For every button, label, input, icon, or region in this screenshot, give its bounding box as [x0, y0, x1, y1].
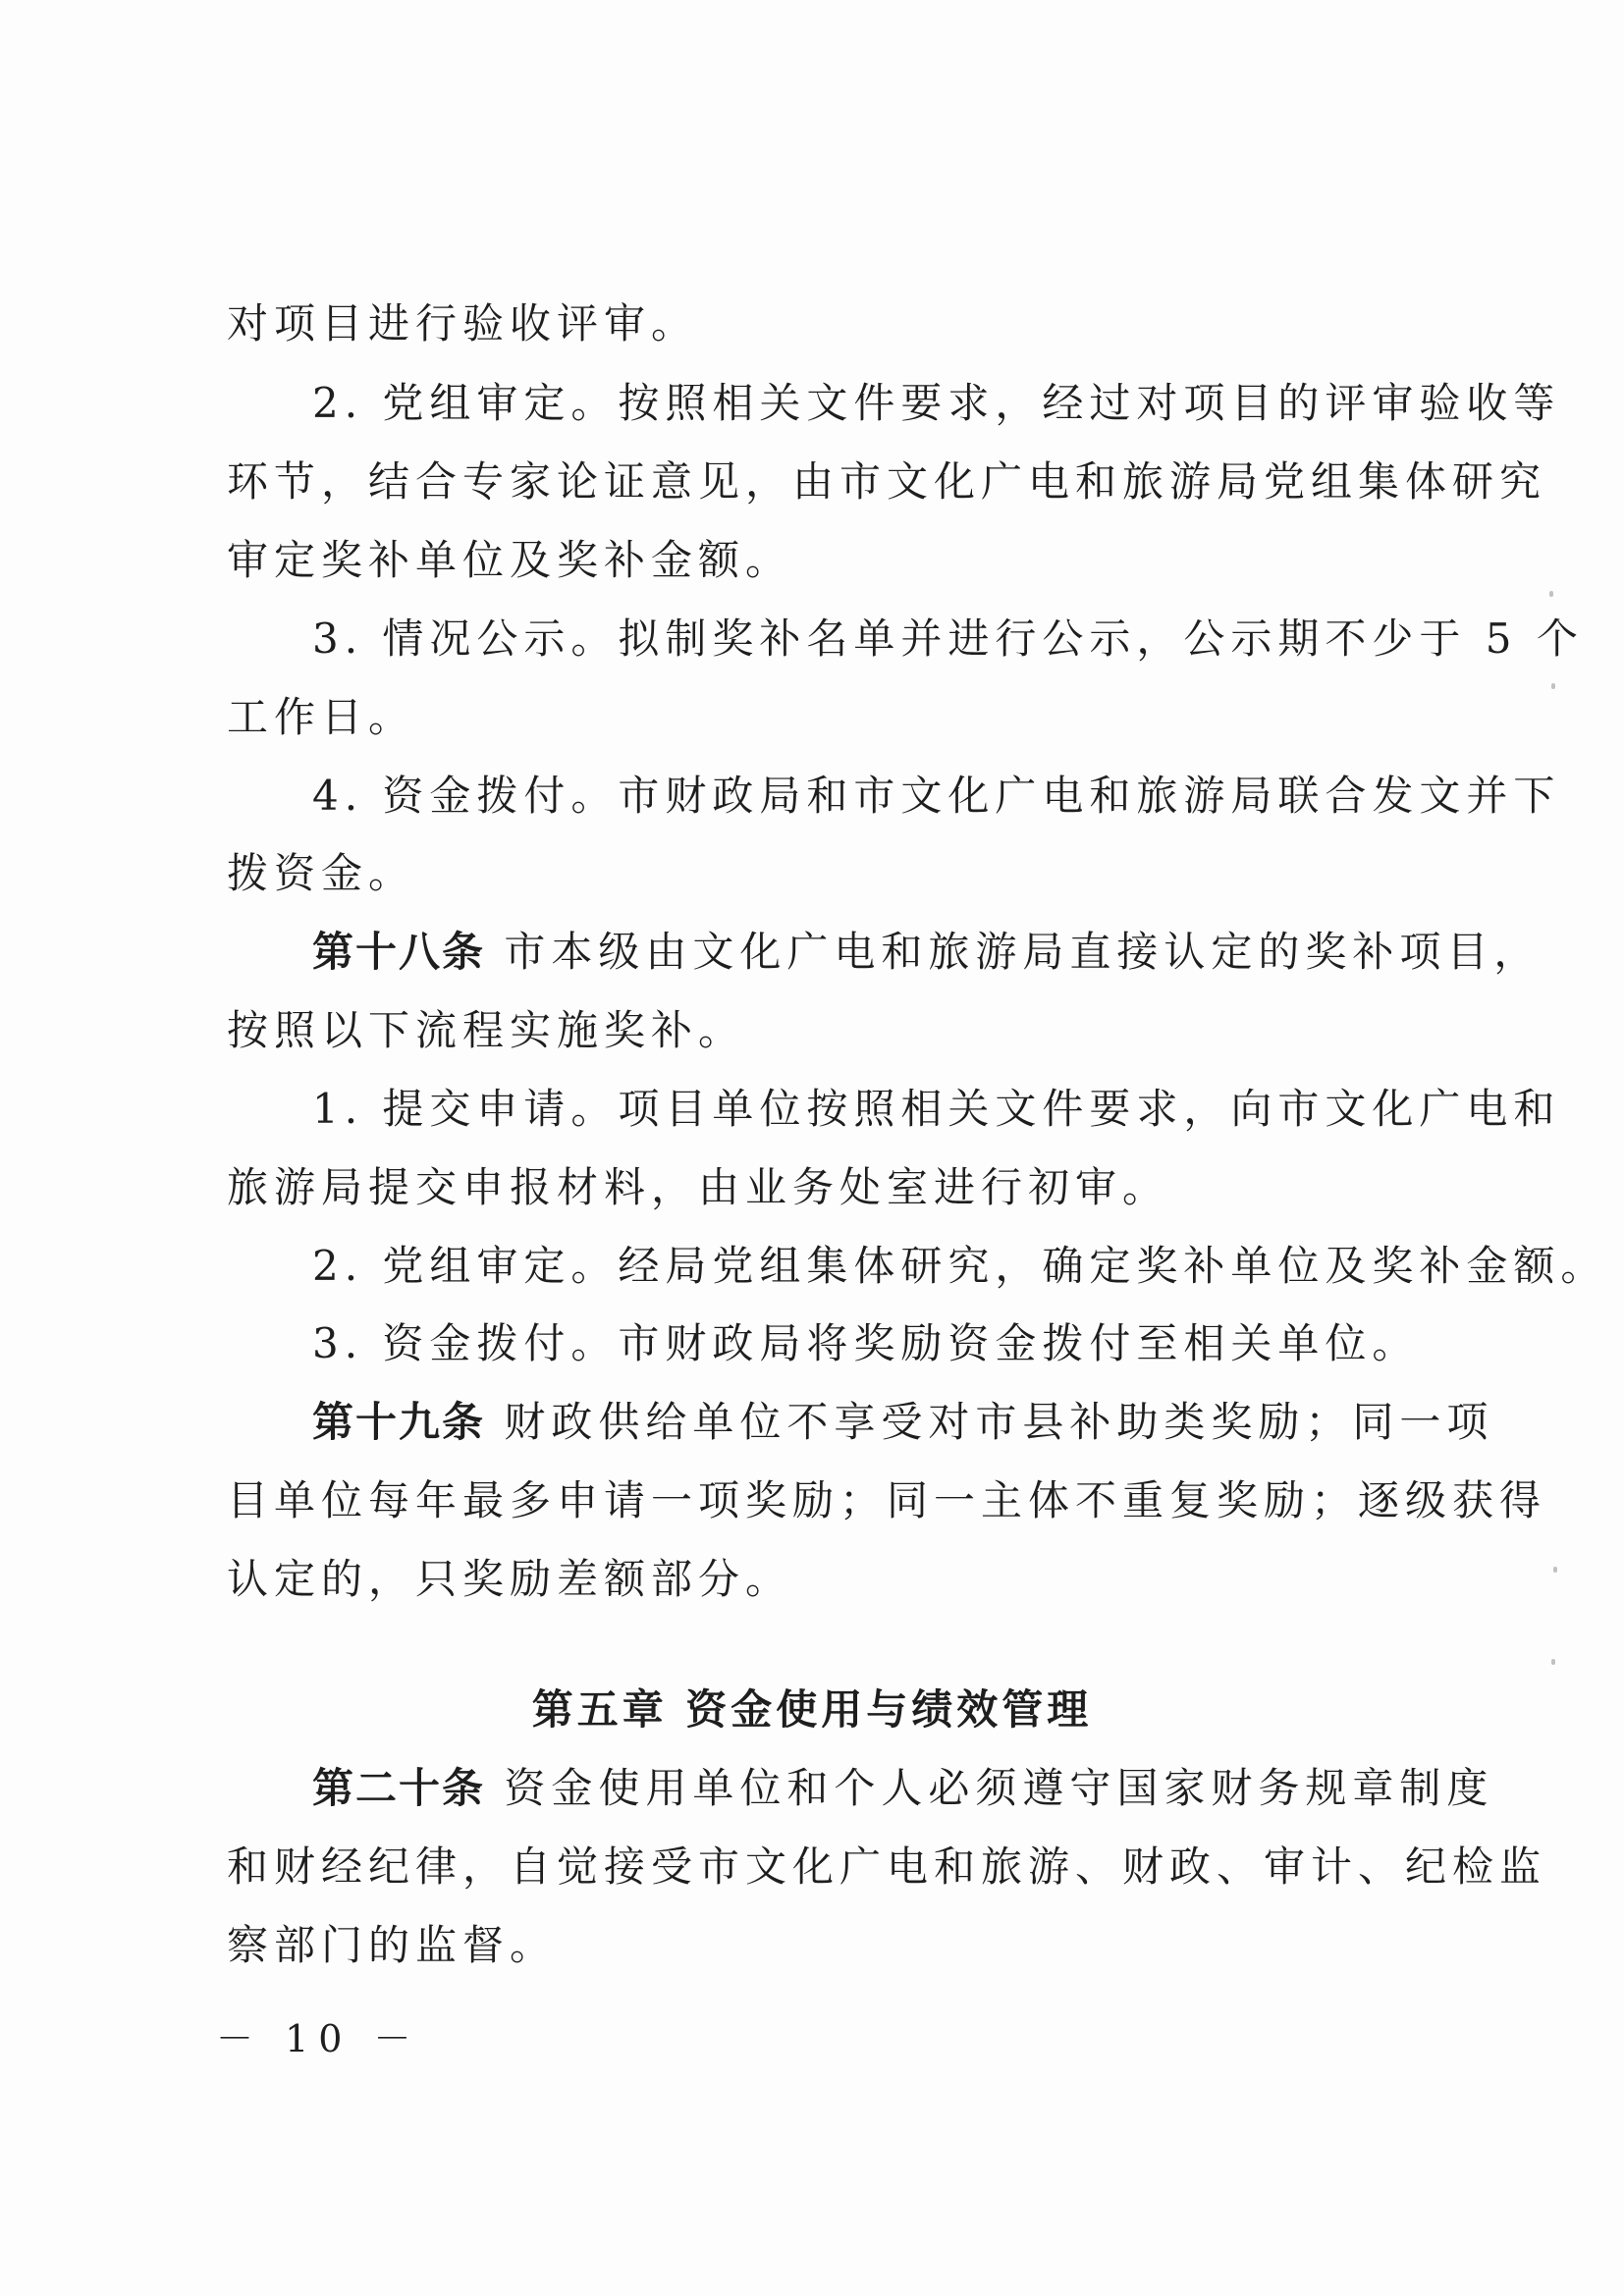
step-18-line-3: 2. 党组审定。经局党组集体研究，确定奖补单位及奖补金额。: [312, 1242, 1608, 1290]
step-18-line-1: 1. 提交申请。项目单位按照相关文件要求，向市文化广电和: [312, 1085, 1561, 1133]
article-19-line-1: [312, 1395, 1520, 1450]
article-19-text: 财政供给单位不享受对市县补助类奖励；同一项: [504, 1398, 1494, 1446]
article-20-line-2: 和财经纪律，自觉接受市文化广电和旅游、财政、审计、纪检监: [227, 1842, 1547, 1891]
article-20-text: 资金使用单位和个人必须遵守国家财务规章制度: [504, 1764, 1494, 1812]
chapter-title: 第五章 资金使用与绩效管理: [531, 1685, 1093, 1734]
article-18-line-1: [312, 925, 1542, 980]
article-20-lead: 第二十条: [312, 1764, 486, 1812]
article-19-lead: 第十九条: [312, 1398, 486, 1446]
article-19-line-3: 认定的，只奖励差额部分。: [227, 1555, 793, 1603]
article-18-text: 市本级由文化广电和旅游局直接认定的奖补项目，: [504, 928, 1542, 976]
paragraph-line-3: 环节，结合专家论证意见，由市文化广电和旅游局党组集体研究: [227, 457, 1547, 506]
paragraph-line-5: 3. 情况公示。拟制奖补名单并进行公示，公示期不少于 5 个: [312, 614, 1584, 663]
article-20-line-3: 察部门的监督。: [227, 1921, 558, 1969]
article-18-line-2: 按照以下流程实施奖补。: [227, 1006, 746, 1054]
paragraph-line-1: 对项目进行验收评审。: [227, 299, 699, 347]
paragraph-line-7: 4. 资金拨付。市财政局和市文化广电和旅游局联合发文并下: [312, 772, 1561, 820]
scan-speck: [1551, 683, 1555, 689]
scan-speck: [1551, 1659, 1555, 1665]
paragraph-line-2: 2. 党组审定。按照相关文件要求，经过对项目的评审验收等: [312, 379, 1561, 427]
scan-speck: [1553, 1567, 1557, 1573]
page-number: － 10 －: [216, 2017, 421, 2060]
scan-speck: [1549, 591, 1553, 597]
article-19-line-2: 目单位每年最多申请一项奖励；同一主体不重复奖励；逐级获得: [227, 1476, 1547, 1524]
paragraph-line-8: 拨资金。: [227, 849, 416, 897]
step-18-line-2: 旅游局提交申报材料，由业务处室进行初审。: [227, 1163, 1170, 1211]
article-20-line-1: [312, 1761, 1520, 1816]
article-18-lead: 第十八条: [312, 928, 486, 976]
paragraph-line-4: 审定奖补单位及奖补金额。: [227, 536, 793, 584]
paragraph-line-6: 工作日。: [227, 693, 416, 741]
step-18-line-4: 3. 资金拨付。市财政局将奖励资金拨付至相关单位。: [312, 1319, 1420, 1367]
